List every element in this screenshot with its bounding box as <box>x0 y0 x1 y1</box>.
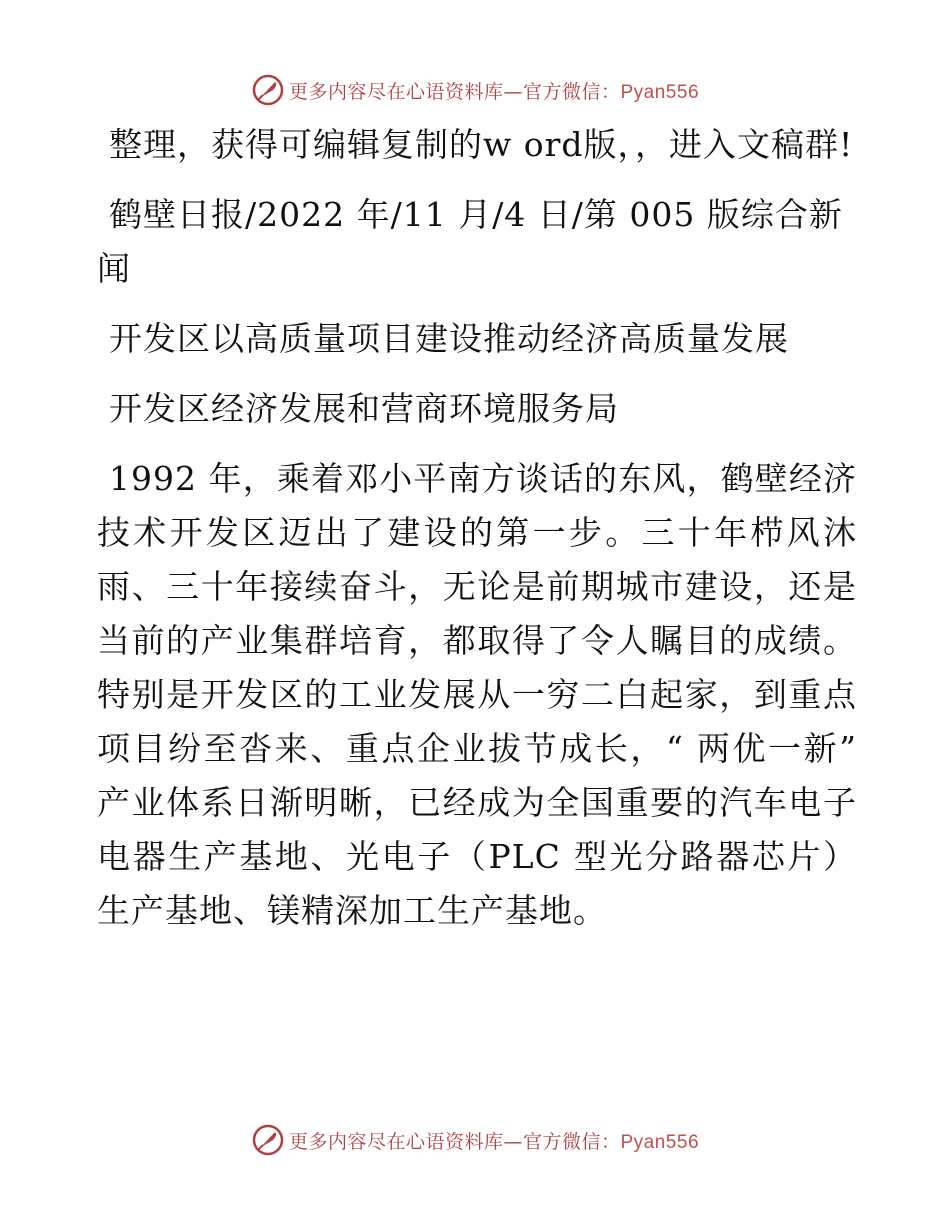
feather-pen-logo-icon <box>251 1123 285 1157</box>
watermark-dash: — <box>503 80 523 103</box>
feather-pen-logo-icon <box>251 73 285 107</box>
watermark-text <box>289 1127 699 1154</box>
watermark-text <box>289 77 699 104</box>
article-body: 1992 年，乘着邓小平南方谈话的东风，鹤壁经济技术开发区迈出了建设的第一步。三十年栉风沐雨、三十年接续奋斗，无论是前期城市建设，还是当前的产业集群培育，都取得了令人瞩目的成绩。特别是开发区的工业发展从一穷二白起家，到重点项目纷至沓来、重点企业拔节成长，“ 两优一新” 产业体系日渐明晰，已经成为全国重要的汽车电子电器生产基地、光电子（PLC 型光分路器芯片）生产基地、镁精深加工生产基地。 <box>97 459 857 930</box>
watermark-slogan: 更多内容尽在心语资料库 <box>288 80 504 103</box>
watermark-account: Pyan556 <box>620 81 700 103</box>
article-author: 开发区经济发展和营商环境服务局 <box>109 389 619 428</box>
article-title: 开发区以高质量项目建设推动经济高质量发展 <box>109 319 789 358</box>
document-content <box>97 118 857 954</box>
watermark-dash: — <box>503 1130 523 1153</box>
watermark-banner-bottom <box>0 1120 950 1160</box>
watermark-banner-top <box>0 70 950 110</box>
watermark-account: Pyan556 <box>620 1131 700 1153</box>
source-line: 鹤壁日报/2022 年/11 月/4 日/第 005 版综合新闻 <box>97 195 843 288</box>
intro-paragraph: 整理，获得可编辑复制的w ord版，，进入文稿群! <box>109 125 854 164</box>
watermark-official-label: 官方微信： <box>522 1130 621 1153</box>
watermark-official-label: 官方微信： <box>522 80 621 103</box>
watermark-slogan: 更多内容尽在心语资料库 <box>288 1130 504 1153</box>
